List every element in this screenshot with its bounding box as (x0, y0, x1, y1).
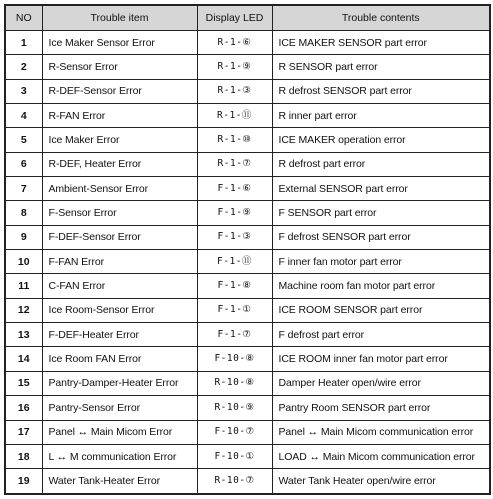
header-trouble-item: Trouble item (42, 5, 197, 31)
cell-trouble-contents: ICE MAKER SENSOR part error (272, 31, 490, 55)
cell-trouble-item: Ambient-Sensor Error (42, 177, 197, 201)
cell-display-led: R-1-⑩ (197, 128, 272, 152)
cell-trouble-contents: ICE MAKER operation error (272, 128, 490, 152)
cell-display-led: R-1-③ (197, 79, 272, 103)
cell-no: 9 (5, 225, 42, 249)
cell-display-led: R-1-⑦ (197, 152, 272, 176)
cell-trouble-item: Ice Room FAN Error (42, 347, 197, 371)
cell-trouble-contents: LOAD ↔ Main Micom communication error (272, 444, 490, 468)
cell-trouble-contents: Machine room fan motor part error (272, 274, 490, 298)
header-trouble-contents: Trouble contents (272, 5, 490, 31)
trouble-table-container (4, 4, 489, 495)
table-row (5, 31, 490, 55)
table-row (5, 55, 490, 79)
table-row (5, 274, 490, 298)
cell-trouble-item: R-FAN Error (42, 104, 197, 128)
cell-trouble-item: Ice Maker Sensor Error (42, 31, 197, 55)
cell-no: 15 (5, 371, 42, 395)
header-no: NO (5, 5, 42, 31)
cell-no: 5 (5, 128, 42, 152)
cell-trouble-contents: R defrost part error (272, 152, 490, 176)
cell-display-led: F-1-① (197, 298, 272, 322)
cell-no: 19 (5, 469, 42, 494)
cell-no: 8 (5, 201, 42, 225)
cell-trouble-item: Water Tank-Heater Error (42, 469, 197, 494)
table-header (5, 5, 490, 31)
cell-trouble-contents: R defrost SENSOR part error (272, 79, 490, 103)
table-row (5, 371, 490, 395)
cell-trouble-contents: Pantry Room SENSOR part error (272, 396, 490, 420)
table-row (5, 177, 490, 201)
table-row (5, 347, 490, 371)
cell-no: 3 (5, 79, 42, 103)
cell-display-led: F-1-⑪ (197, 250, 272, 274)
cell-trouble-contents: Water Tank Heater open/wire error (272, 469, 490, 494)
cell-trouble-contents: F defrost SENSOR part error (272, 225, 490, 249)
cell-trouble-contents: Panel ↔ Main Micom communication error (272, 420, 490, 444)
cell-trouble-item: R-DEF, Heater Error (42, 152, 197, 176)
cell-display-led: F-1-⑨ (197, 201, 272, 225)
cell-no: 17 (5, 420, 42, 444)
cell-no: 6 (5, 152, 42, 176)
table-row (5, 225, 490, 249)
cell-trouble-item: Pantry-Sensor Error (42, 396, 197, 420)
table-row (5, 104, 490, 128)
cell-trouble-item: Pantry-Damper-Heater Error (42, 371, 197, 395)
cell-trouble-item: F-DEF-Sensor Error (42, 225, 197, 249)
cell-no: 1 (5, 31, 42, 55)
cell-trouble-item: C-FAN Error (42, 274, 197, 298)
cell-no: 12 (5, 298, 42, 322)
table-row (5, 420, 490, 444)
cell-no: 18 (5, 444, 42, 468)
cell-display-led: F-10-⑧ (197, 347, 272, 371)
cell-trouble-item: Ice Room-Sensor Error (42, 298, 197, 322)
cell-trouble-item: R-DEF-Sensor Error (42, 79, 197, 103)
cell-display-led: F-1-⑥ (197, 177, 272, 201)
cell-trouble-contents: R inner part error (272, 104, 490, 128)
cell-no: 7 (5, 177, 42, 201)
table-row (5, 128, 490, 152)
cell-trouble-item: F-Sensor Error (42, 201, 197, 225)
cell-trouble-contents: R SENSOR part error (272, 55, 490, 79)
cell-no: 10 (5, 250, 42, 274)
table-row (5, 323, 490, 347)
cell-no: 16 (5, 396, 42, 420)
cell-trouble-item: L ↔ M communication Error (42, 444, 197, 468)
cell-trouble-contents: ICE ROOM inner fan motor part error (272, 347, 490, 371)
cell-trouble-item: F-DEF-Heater Error (42, 323, 197, 347)
cell-trouble-item: Ice Maker Error (42, 128, 197, 152)
cell-display-led: R-10-⑦ (197, 469, 272, 494)
cell-display-led: F-1-⑧ (197, 274, 272, 298)
table-row (5, 152, 490, 176)
table-row (5, 396, 490, 420)
table-row (5, 444, 490, 468)
table-row (5, 250, 490, 274)
cell-trouble-contents: F inner fan motor part error (272, 250, 490, 274)
cell-no: 4 (5, 104, 42, 128)
cell-no: 14 (5, 347, 42, 371)
cell-display-led: F-10-① (197, 444, 272, 468)
cell-trouble-item: Panel ↔ Main Micom Error (42, 420, 197, 444)
cell-no: 2 (5, 55, 42, 79)
table-row (5, 469, 490, 494)
table-row (5, 201, 490, 225)
cell-display-led: F-1-⑦ (197, 323, 272, 347)
table-body (5, 31, 490, 495)
cell-display-led: R-1-⑥ (197, 31, 272, 55)
cell-display-led: F-10-⑦ (197, 420, 272, 444)
cell-display-led: R-1-⑨ (197, 55, 272, 79)
cell-display-led: R-10-⑧ (197, 371, 272, 395)
cell-no: 13 (5, 323, 42, 347)
cell-display-led: R-10-⑨ (197, 396, 272, 420)
cell-trouble-item: R-Sensor Error (42, 55, 197, 79)
cell-trouble-contents: F SENSOR part error (272, 201, 490, 225)
cell-trouble-contents: ICE ROOM SENSOR part error (272, 298, 490, 322)
table-row (5, 79, 490, 103)
cell-trouble-item: F-FAN Error (42, 250, 197, 274)
trouble-code-table (4, 4, 491, 495)
cell-trouble-contents: Damper Heater open/wire error (272, 371, 490, 395)
cell-trouble-contents: External SENSOR part error (272, 177, 490, 201)
header-row (5, 5, 490, 31)
header-display-led: Display LED (197, 5, 272, 31)
cell-display-led: R-1-⑪ (197, 104, 272, 128)
table-row (5, 298, 490, 322)
cell-no: 11 (5, 274, 42, 298)
cell-trouble-contents: F defrost part error (272, 323, 490, 347)
cell-display-led: F-1-③ (197, 225, 272, 249)
